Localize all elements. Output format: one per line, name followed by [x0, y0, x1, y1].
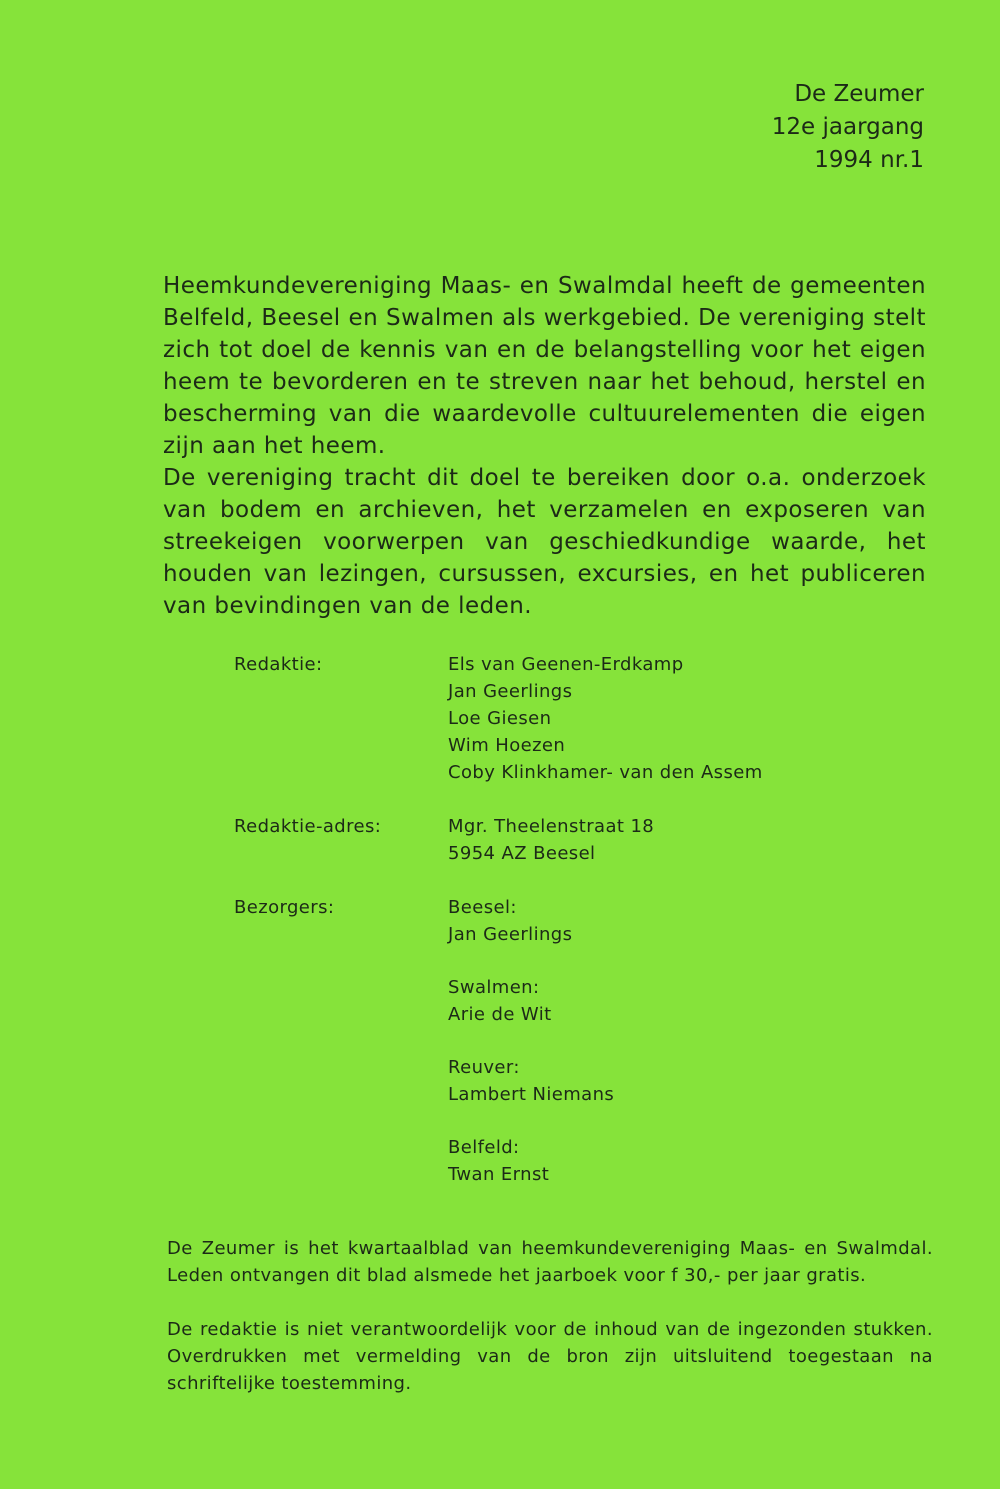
- credits: [234, 651, 874, 1188]
- carrier-place: Beesel:: [448, 897, 517, 918]
- address-street: Mgr. Theelenstraat 18: [448, 816, 655, 837]
- carrier-list: [448, 894, 614, 1188]
- volume-label: 12e jaargang: [771, 114, 924, 140]
- carrier-group: [448, 894, 614, 948]
- carrier-name: Twan Ernst: [448, 1164, 550, 1185]
- editor-list: [448, 651, 763, 786]
- footer-paragraph-2: De redaktie is niet verantwoordelijk voor de inhoud van de ingezonden stukken. Overdrukken met vermelding van de bron zijn uitsluitend toegestaan na schriftelijke toestemming.: [167, 1319, 933, 1394]
- credit-row-carriers: [234, 894, 874, 1188]
- address-postal: 5954 AZ Beesel: [448, 843, 596, 864]
- footer-paragraph-1: De Zeumer is het kwartaalblad van heemkundevereniging Maas- en Swalmdal. Leden ontvangen dit blad alsmede het jaarboek voor f 30,- per jaar gratis.: [167, 1238, 933, 1286]
- masthead: [772, 78, 924, 177]
- carrier-name: Jan Geerlings: [448, 924, 573, 945]
- editor-name: Loe Giesen: [448, 708, 552, 729]
- editor-name: Els van Geenen-Erdkamp: [448, 654, 684, 675]
- carrier-place: Swalmen:: [448, 977, 540, 998]
- carrier-group: [448, 1054, 614, 1108]
- credit-row-address: [234, 813, 874, 867]
- intro-paragraph-2: De vereniging tracht dit doel te bereiken door o.a. onderzoek van bodem en archieven, het verzamelen en exposeren van streekeigen voorwerpen van geschiedkundige waarde, het houden van lezingen, cursussen, excursies, en het publiceren van bevindingen van de leden.: [163, 465, 926, 619]
- carrier-group: [448, 1134, 614, 1188]
- credit-label-redaktie: Redaktie:: [234, 654, 323, 675]
- magazine-title: De Zeumer: [794, 81, 924, 107]
- carrier-name: Arie de Wit: [448, 1004, 552, 1025]
- editor-name: Coby Klinkhamer- van den Assem: [448, 762, 763, 783]
- editor-name: Wim Hoezen: [448, 735, 566, 756]
- credit-row-redaktie: [234, 651, 874, 786]
- carrier-place: Reuver:: [448, 1057, 520, 1078]
- editor-name: Jan Geerlings: [448, 681, 573, 702]
- issue-label: 1994 nr.1: [814, 147, 924, 173]
- credit-label-carriers: Bezorgers:: [234, 897, 335, 918]
- intro-text: [163, 270, 926, 622]
- intro-paragraph-1: Heemkundevereniging Maas- en Swalmdal heeft de gemeenten Belfeld, Beesel en Swalmen als werkgebied. De vereniging stelt zich tot doel de kennis van en de belangstelling voor het eigen heem te bevorderen en te streven naar het behoud, herstel en bescherming van die waardevolle cultuurelementen die eigen zijn aan het heem.: [163, 273, 926, 459]
- address-lines: [448, 813, 654, 867]
- carrier-group: [448, 974, 614, 1028]
- credit-label-address: Redaktie-adres:: [234, 816, 382, 837]
- carrier-place: Belfeld:: [448, 1137, 520, 1158]
- footer-notes: [167, 1235, 933, 1424]
- carrier-name: Lambert Niemans: [448, 1084, 615, 1105]
